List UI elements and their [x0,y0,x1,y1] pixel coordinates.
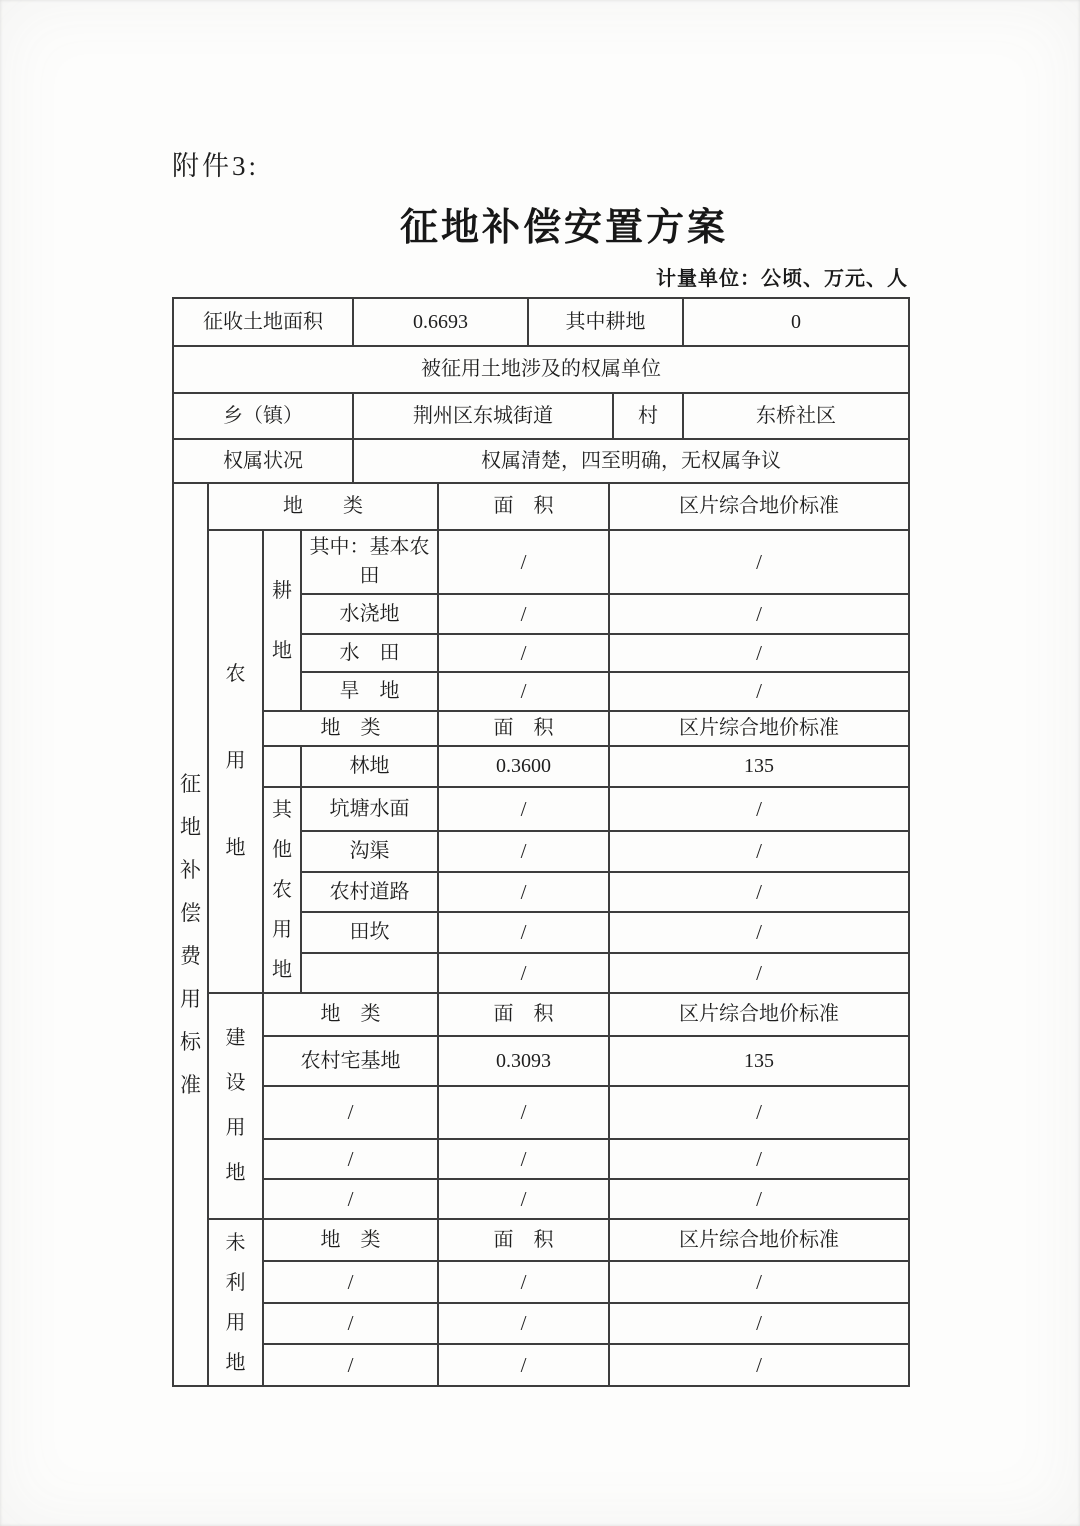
table-row [173,711,909,746]
cell-area: / [438,1344,609,1386]
attachment-label: 附件3: [172,151,260,181]
unused-group-label: 未利用地 [225,1231,246,1374]
unused-group-cell [208,1219,263,1386]
cell-land-type: / [263,1261,438,1303]
cell-area: / [438,530,609,594]
cell-price: / [609,594,909,634]
cell-land-type: / [263,1086,438,1139]
ownership-section-title: 被征用土地涉及的权属单位 [173,346,909,393]
arable-value: 0 [683,298,909,346]
cell-price: / [609,530,909,594]
compensation-standards-table [172,482,910,1387]
cell-price: / [609,831,909,871]
cell-land-type: 其中：基本农田 [301,530,438,594]
cell-area: / [438,1303,609,1344]
township-label: 乡（镇） [173,393,353,439]
construction-group-label: 建设用地 [225,1027,246,1184]
construction-group-cell [208,993,263,1219]
table-row [173,483,909,530]
table-row [173,1344,909,1386]
other-agri-group-cell [263,787,301,993]
cultivated-group-cell [263,530,301,711]
table-row [173,346,909,393]
header-price: 区片综合地价标准 [609,1219,909,1261]
side-label: 征地补偿费用标准 [179,771,201,1097]
table-row [173,1219,909,1261]
township-value: 荆州区东城街道 [353,393,613,439]
ownership-status-label: 权属状况 [173,439,353,483]
header-area: 面 积 [438,993,609,1036]
table-row [173,993,909,1036]
cell-land-type: 旱 地 [301,672,438,711]
cell-price: / [609,1303,909,1344]
table-row [173,439,909,483]
cell-price: 135 [609,1036,909,1086]
header-price: 区片综合地价标准 [609,711,909,746]
header-land-type: 地 类 [208,483,438,530]
land-area-value: 0.6693 [353,298,528,346]
cell-land-type [301,953,438,993]
table-row [173,787,909,831]
cell-area: / [438,912,609,952]
cell-area: / [438,1179,609,1219]
cell-price: / [609,1139,909,1179]
cell-area: / [438,1139,609,1179]
cell-area: / [438,1261,609,1303]
cell-price: / [609,634,909,672]
cell-land-type: / [263,1303,438,1344]
header-area: 面 积 [438,1219,609,1261]
cell-price: 135 [609,746,909,787]
land-area-label: 征收土地面积 [173,298,353,346]
table-row [173,1036,909,1086]
document-title: 征地补偿安置方案 [399,207,728,249]
village-value: 东桥社区 [683,393,909,439]
cell-price: / [609,672,909,711]
cell-land-type: / [263,1179,438,1219]
cell-price: / [609,1261,909,1303]
cell-price: / [609,953,909,993]
cell-land-type: 沟渠 [301,831,438,871]
cell-price: / [609,872,909,912]
header-area: 面 积 [438,483,609,530]
cell-land-type: 水 田 [301,634,438,672]
table-row [173,746,909,787]
cell-area: / [438,634,609,672]
cell-area: / [438,672,609,711]
empty-group-cell [263,746,301,787]
cell-area: / [438,953,609,993]
cultivated-group-label: 耕地 [272,579,292,662]
cell-land-type: 农村宅基地 [263,1036,438,1086]
header-price: 区片综合地价标准 [609,993,909,1036]
arable-label: 其中耕地 [528,298,683,346]
header-area: 面 积 [438,711,609,746]
cell-price: / [609,1344,909,1386]
ownership-status-value: 权属清楚，四至明确，无权属争议 [353,439,909,483]
table-row [173,1261,909,1303]
cell-area: / [438,872,609,912]
table-row [173,1139,909,1179]
table-row [173,530,909,594]
header-land-type: 地 类 [263,993,438,1036]
header-price: 区片综合地价标准 [609,483,909,530]
agri-group-cell [208,530,263,993]
measurement-unit-note: 计量单位：公顷、万元、人 [656,268,908,290]
table-row [173,298,909,346]
cell-area: 0.3093 [438,1036,609,1086]
cell-price: / [609,1086,909,1139]
compensation-table [172,297,908,1387]
cell-land-type: 林地 [301,746,438,787]
cell-land-type: 水浇地 [301,594,438,634]
agri-group-label: 农用地 [225,663,246,859]
table-row [173,393,909,439]
cell-area: / [438,594,609,634]
cell-land-type: / [263,1139,438,1179]
side-label-cell [173,483,208,1386]
cell-area: / [438,831,609,871]
cell-land-type: 农村道路 [301,872,438,912]
cell-area: 0.3600 [438,746,609,787]
village-label: 村 [613,393,683,439]
header-land-type: 地 类 [263,1219,438,1261]
table-row [173,1303,909,1344]
cell-price: / [609,1179,909,1219]
cell-land-type: 田坎 [301,912,438,952]
land-info-table [172,297,910,484]
header-land-type: 地 类 [263,711,438,746]
cell-land-type: / [263,1344,438,1386]
table-row [173,1179,909,1219]
cell-price: / [609,912,909,952]
cell-price: / [609,787,909,831]
cell-land-type: 坑塘水面 [301,787,438,831]
other-agri-group-label: 其他农用地 [272,799,292,981]
cell-area: / [438,787,609,831]
cell-area: / [438,1086,609,1139]
table-row [173,1086,909,1139]
